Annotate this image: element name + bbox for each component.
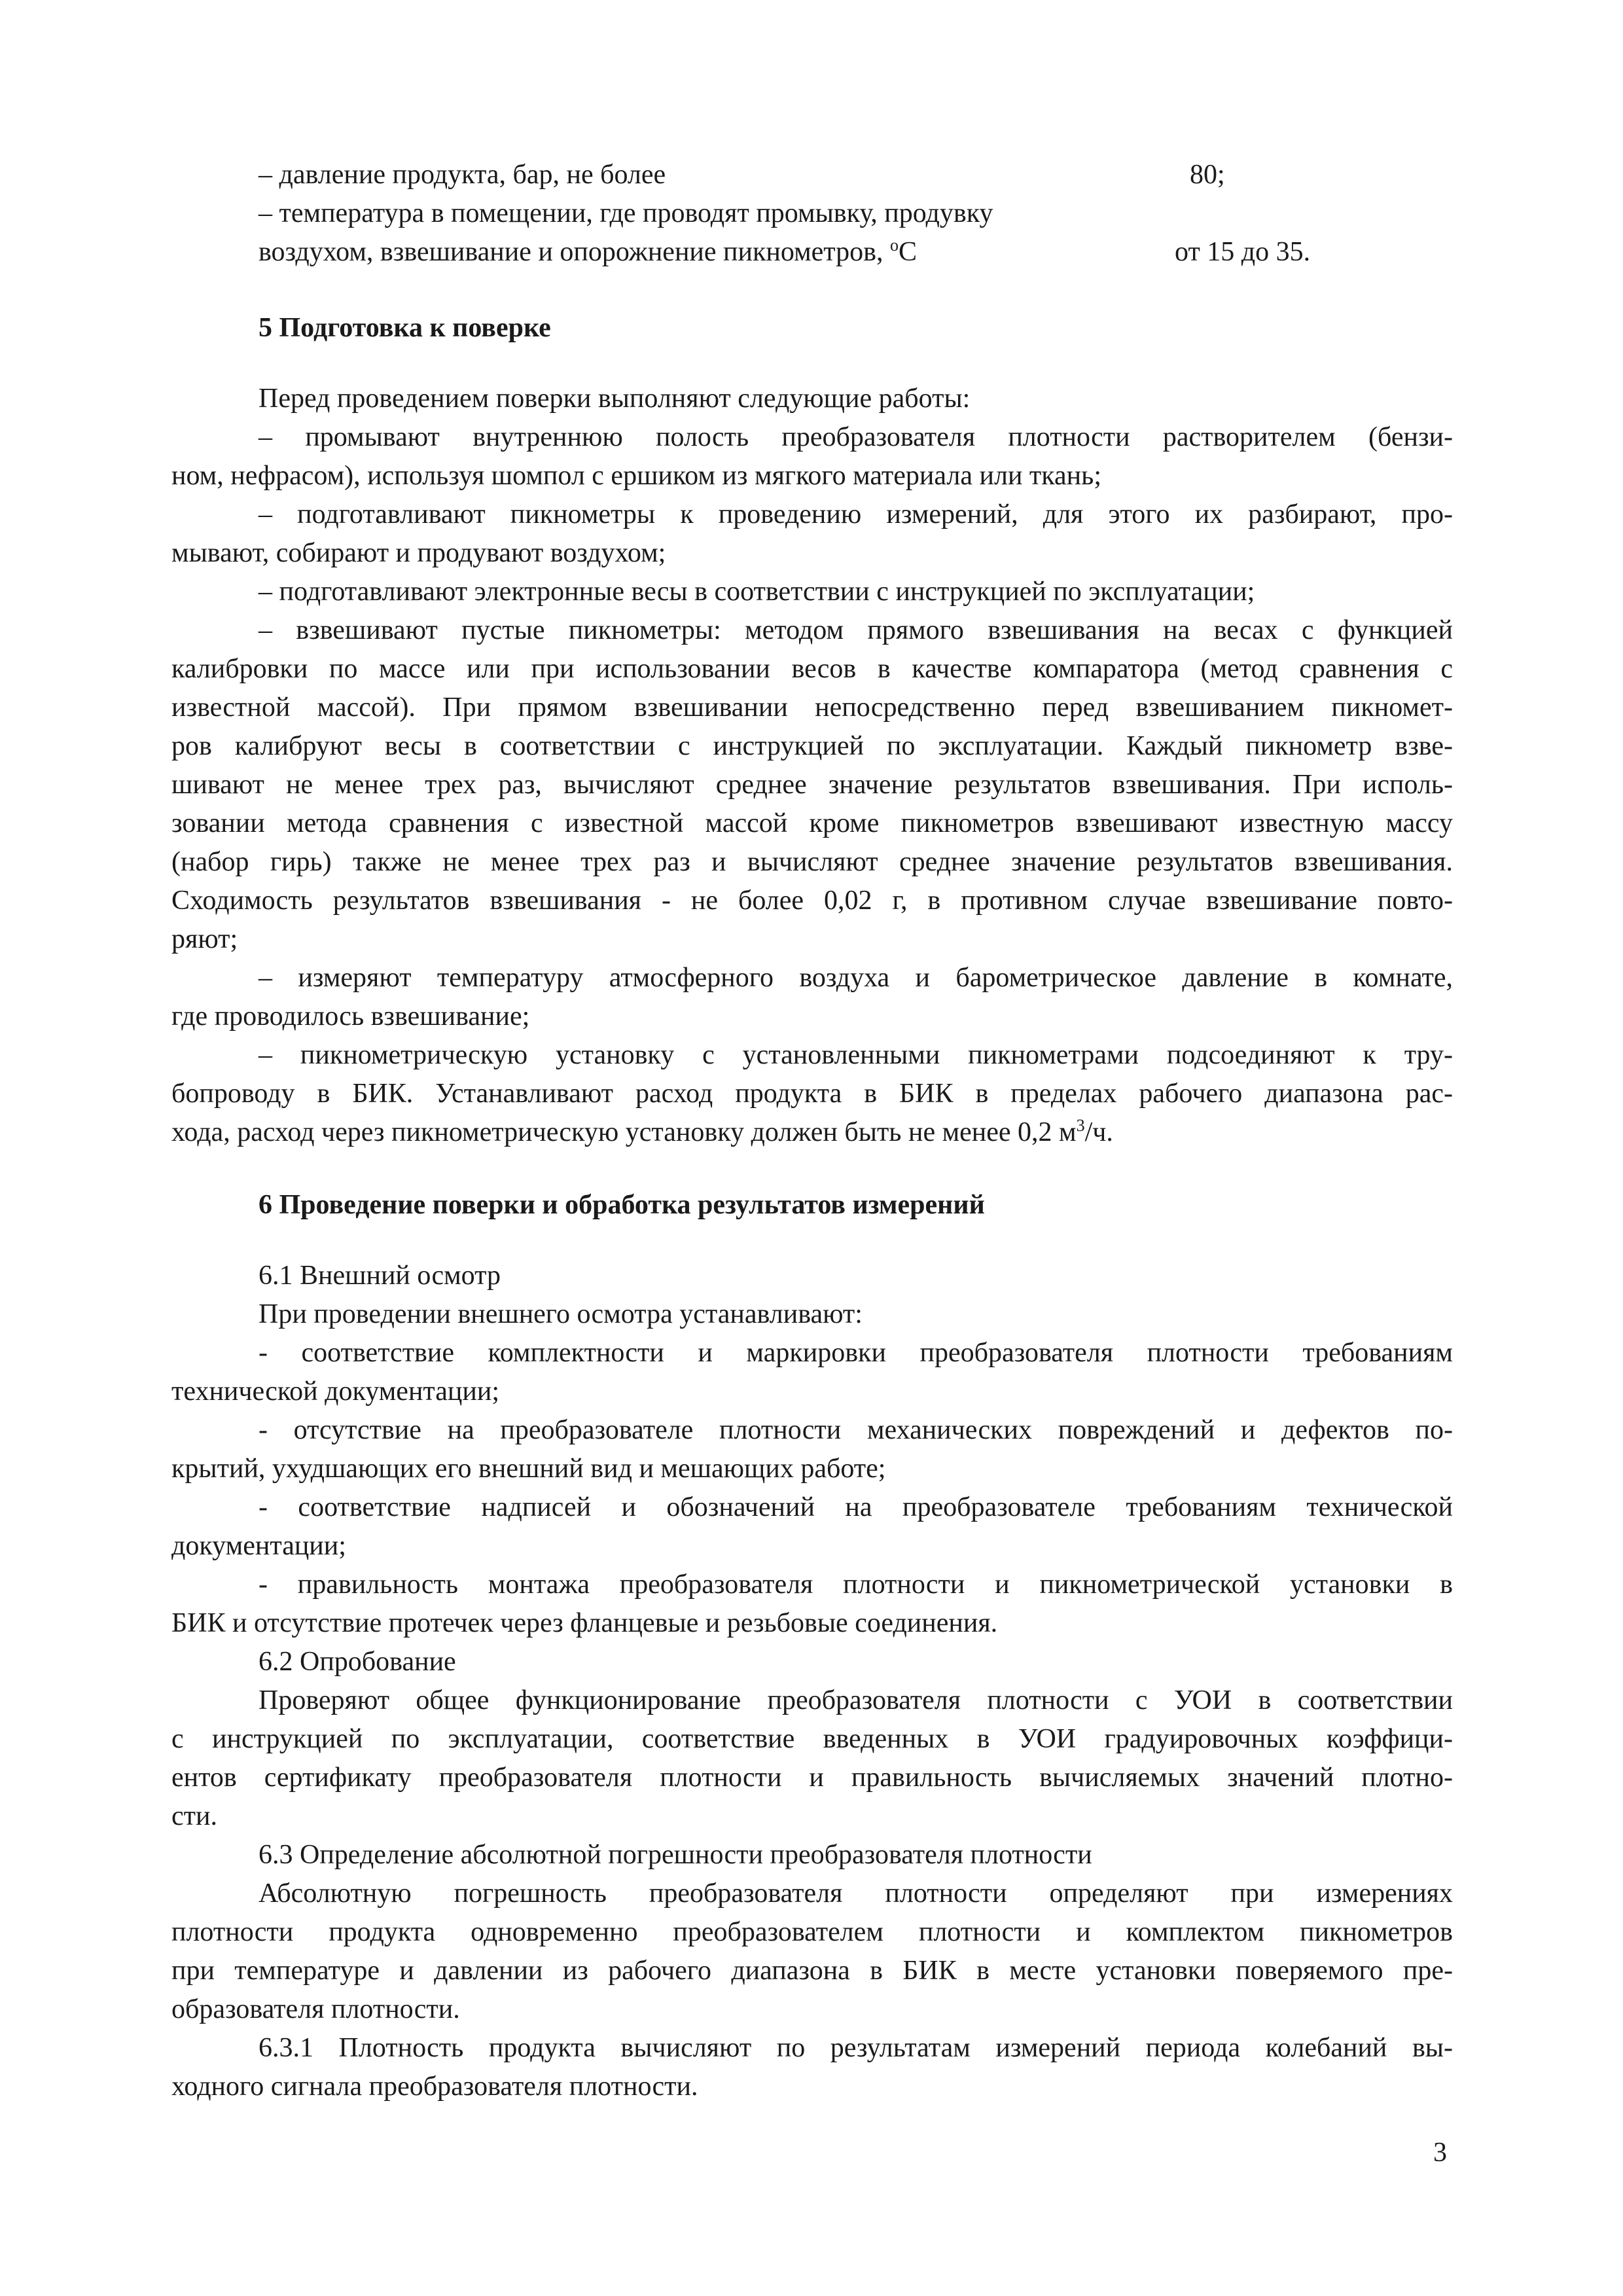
superscript: 3 — [1076, 1116, 1085, 1135]
paragraph-line: - соответствие комплектности и маркировки преобразователя плотности требованиям — [259, 1338, 1453, 1368]
paragraph-line: При проведении внешнего осмотра устанавливают: — [259, 1299, 863, 1329]
paragraph-line: сти. — [171, 1801, 217, 1831]
paragraph-line: - соответствие надписей и обозначений на преобразователе требованиям технической — [259, 1492, 1453, 1522]
paragraph-line: - правильность монтажа преобразователя плотности и пикнометрической установки в — [259, 1570, 1453, 1600]
paragraph-line: Абсолютную погрешность преобразователя плотности определяют при измерениях — [259, 1878, 1453, 1909]
paragraph-line: хода, расход через пикнометрическую установку должен быть не менее 0,2 $м^3/ч$. — [171, 1116, 1113, 1147]
paragraph-line: ном, нефрасом), используя шомпол с ершиком из мягкого материала или ткань; — [171, 461, 1101, 491]
paragraph-line: – пикнометрическую установку с установленными пикнометрами подсоединяют к тру- — [259, 1040, 1453, 1070]
paragraph-line: ентов сертификату преобразователя плотности и правильность вычисляемых значений плотно- — [171, 1763, 1453, 1793]
paragraph-line: – взвешивают пустые пикнометры: методом прямого взвешивания на весах с функцией — [259, 615, 1453, 645]
param-temp-label: – температура в помещении, где проводят промывку, продувку — [259, 198, 993, 228]
paragraph-line: мывают, собирают и продувают воздухом; — [171, 538, 666, 568]
paragraph-line: – подготавливают пикнометры к проведению измерений, для этого их разбирают, про- — [259, 499, 1453, 529]
subsection-6-3-title: 6.3 Определение абсолютной погрешности преобразователя плотности — [259, 1840, 1092, 1870]
paragraph-line: технической документации; — [171, 1376, 500, 1407]
paragraph-line: с инструкцией по эксплуатации, соответствие введенных в УОИ градуировочных коэффици- — [171, 1724, 1453, 1754]
section-5-heading: 5 Подготовка к поверке — [259, 313, 551, 343]
paragraph-line: при температуре и давлении из рабочего диапазона в БИК в месте установки поверяемого пре- — [171, 1956, 1453, 1986]
paragraph-line: – измеряют температуру атмосферного воздуха и барометрическое давление в комнате, — [259, 963, 1453, 993]
param-temp-value: от 15 до 35. — [1175, 237, 1311, 267]
paragraph-line: известной массой). При прямом взвешивании непосредственно перед взвешиванием пикномет- — [171, 692, 1453, 723]
subsection-6-2-title: 6.2 Опробование — [259, 1647, 456, 1677]
paragraph-line: ряют; — [171, 924, 238, 954]
paragraph-line: где проводилось взвешивание; — [171, 1001, 530, 1031]
paragraph-line: ходного сигнала преобразователя плотности. — [171, 2072, 698, 2102]
paragraph-line: – промывают внутреннюю полость преобразователя плотности растворителем (бензи- — [259, 422, 1453, 452]
subsection-6-1-title: 6.1 Внешний осмотр — [259, 1261, 501, 1291]
section-6-heading: 6 Проведение поверки и обработка результатов измерений — [259, 1190, 985, 1220]
paragraph-line: (набор гирь) также не менее трех раз и вычисляют среднее значение результатов взвешивания. — [171, 847, 1453, 877]
param-pressure-value: 80; — [1190, 160, 1225, 190]
paragraph-line: крытий, ухудшающих его внешний вид и мешающих работе; — [171, 1454, 886, 1484]
page-number: 3 — [1433, 2138, 1447, 2168]
param-pressure-label: – давление продукта, бар, не более — [259, 160, 666, 190]
paragraph-line: 6.3.1 Плотность продукта вычисляют по результатам измерений периода колебаний вы- — [259, 2033, 1453, 2063]
param-temp-label-cont: воздухом, взвешивание и опорожнение пикнометров, $^o$С — [259, 236, 918, 267]
paragraph-line: бопроводу в БИК. Устанавливают расход продукта в БИК в пределах рабочего диапазона рас- — [171, 1079, 1453, 1109]
paragraph-line: БИК и отсутствие протечек через фланцевые и резьбовые соединения. — [171, 1608, 998, 1638]
paragraph-line: ров калибруют весы в соответствии с инструкцией по эксплуатации. Каждый пикнометр взве- — [171, 731, 1453, 761]
paragraph-line: калибровки по массе или при использовании весов в качестве компаратора (метод сравнения с — [171, 654, 1453, 684]
paragraph-line: образователя плотности. — [171, 1994, 460, 2024]
paragraph-line: Сходимость результатов взвешивания - не более 0,02 г, в противном случае взвешивание повто- — [171, 886, 1453, 916]
paragraph-line: – подготавливают электронные весы в соответствии с инструкцией по эксплуатации; — [259, 577, 1255, 607]
paragraph-line: зовании метода сравнения с известной массой кроме пикнометров взвешивают известную массу — [171, 808, 1453, 838]
paragraph-line: документации; — [171, 1531, 346, 1561]
section-5-intro: Перед проведением поверки выполняют следующие работы: — [259, 384, 971, 414]
paragraph-line: Проверяют общее функционирование преобразователя плотности с УОИ в соответствии — [259, 1685, 1453, 1715]
paragraph-line: шивают не менее трех раз, вычисляют среднее значение результатов взвешивания. При исполь- — [171, 770, 1453, 800]
degree-sign: o — [890, 236, 899, 255]
paragraph-line: плотности продукта одновременно преобразователем плотности и комплектом пикнометров — [171, 1917, 1453, 1947]
paragraph-line: - отсутствие на преобразователе плотности механических повреждений и дефектов по- — [259, 1415, 1453, 1445]
